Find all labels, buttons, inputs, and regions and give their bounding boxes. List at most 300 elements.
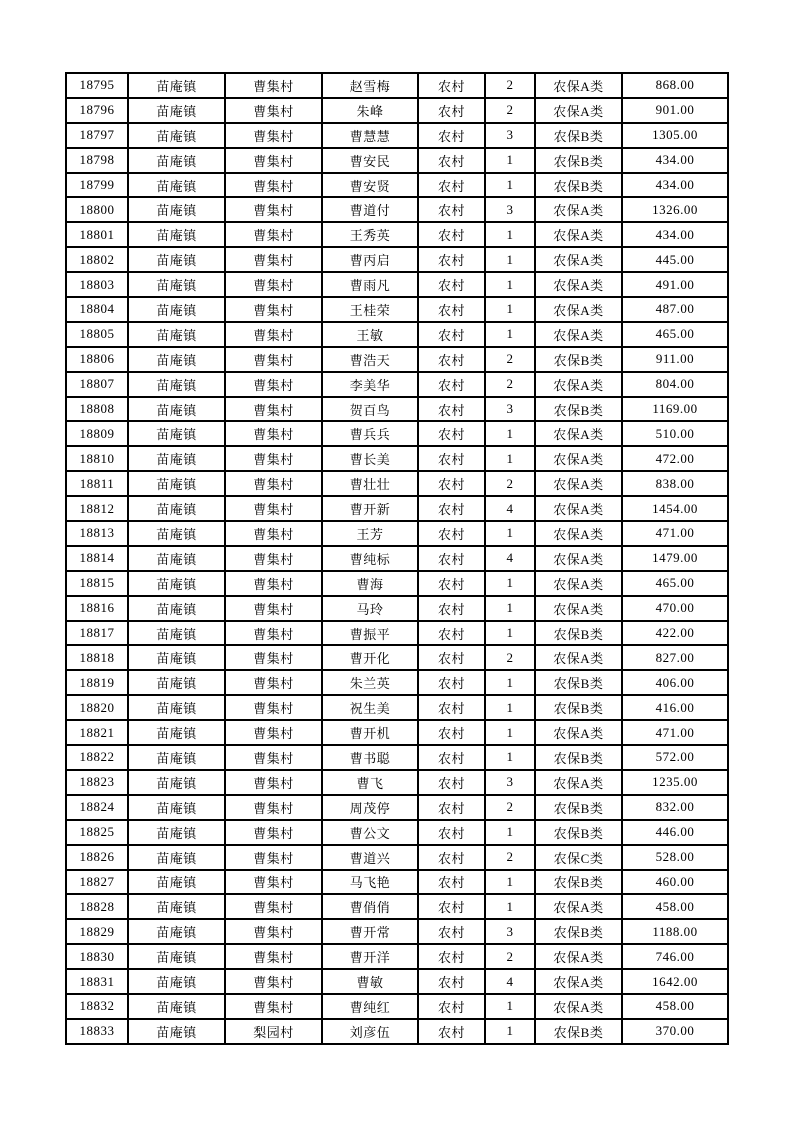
cell-amount: 528.00 [622, 845, 728, 870]
cell-village: 曹集村 [225, 571, 322, 596]
cell-insurance-type: 农保A类 [535, 372, 622, 397]
cell-town: 苗庵镇 [128, 148, 225, 173]
cell-village: 曹集村 [225, 770, 322, 795]
cell-name: 曹兵兵 [322, 421, 418, 446]
cell-village: 曹集村 [225, 720, 322, 745]
cell-insurance-type: 农保A类 [535, 596, 622, 621]
cell-persons: 1 [485, 322, 535, 347]
table-row [66, 197, 728, 222]
cell-persons: 3 [485, 197, 535, 222]
table-row [66, 919, 728, 944]
table-row [66, 795, 728, 820]
cell-persons: 2 [485, 795, 535, 820]
cell-amount: 1326.00 [622, 197, 728, 222]
cell-name: 曹书聪 [322, 745, 418, 770]
cell-persons: 4 [485, 496, 535, 521]
cell-amount: 1305.00 [622, 123, 728, 148]
table-row [66, 496, 728, 521]
table-row [66, 621, 728, 646]
cell-name: 朱峰 [322, 98, 418, 123]
cell-insurance-type: 农保A类 [535, 73, 622, 98]
cell-town: 苗庵镇 [128, 820, 225, 845]
cell-persons: 1 [485, 670, 535, 695]
cell-village: 曹集村 [225, 621, 322, 646]
cell-residence: 农村 [418, 247, 485, 272]
cell-village: 曹集村 [225, 894, 322, 919]
table-row [66, 944, 728, 969]
cell-name: 曹公文 [322, 820, 418, 845]
cell-insurance-type: 农保A类 [535, 247, 622, 272]
cell-residence: 农村 [418, 969, 485, 994]
table-row [66, 894, 728, 919]
cell-town: 苗庵镇 [128, 222, 225, 247]
cell-serial: 18805 [66, 322, 128, 347]
cell-residence: 农村 [418, 272, 485, 297]
cell-amount: 1169.00 [622, 397, 728, 422]
cell-insurance-type: 农保A类 [535, 571, 622, 596]
cell-village: 曹集村 [225, 297, 322, 322]
cell-town: 苗庵镇 [128, 720, 225, 745]
cell-village: 曹集村 [225, 670, 322, 695]
cell-serial: 18829 [66, 919, 128, 944]
cell-residence: 农村 [418, 571, 485, 596]
cell-serial: 18814 [66, 546, 128, 571]
cell-amount: 804.00 [622, 372, 728, 397]
cell-insurance-type: 农保A类 [535, 471, 622, 496]
cell-town: 苗庵镇 [128, 571, 225, 596]
cell-persons: 1 [485, 870, 535, 895]
cell-persons: 1 [485, 1019, 535, 1044]
cell-residence: 农村 [418, 845, 485, 870]
cell-persons: 2 [485, 372, 535, 397]
cell-village: 曹集村 [225, 347, 322, 372]
table-row [66, 148, 728, 173]
cell-persons: 1 [485, 173, 535, 198]
cell-residence: 农村 [418, 421, 485, 446]
cell-residence: 农村 [418, 645, 485, 670]
cell-amount: 458.00 [622, 894, 728, 919]
cell-insurance-type: 农保A类 [535, 272, 622, 297]
cell-residence: 农村 [418, 173, 485, 198]
cell-serial: 18811 [66, 471, 128, 496]
table-row [66, 471, 728, 496]
cell-residence: 农村 [418, 1019, 485, 1044]
cell-serial: 18804 [66, 297, 128, 322]
cell-residence: 农村 [418, 197, 485, 222]
cell-name: 曹开化 [322, 645, 418, 670]
cell-town: 苗庵镇 [128, 645, 225, 670]
cell-amount: 901.00 [622, 98, 728, 123]
cell-name: 曹慧慧 [322, 123, 418, 148]
cell-name: 曹开机 [322, 720, 418, 745]
cell-name: 曹安民 [322, 148, 418, 173]
cell-village: 曹集村 [225, 372, 322, 397]
cell-amount: 472.00 [622, 446, 728, 471]
cell-insurance-type: 农保B类 [535, 745, 622, 770]
cell-persons: 2 [485, 471, 535, 496]
cell-persons: 1 [485, 596, 535, 621]
cell-insurance-type: 农保B类 [535, 820, 622, 845]
cell-name: 曹长美 [322, 446, 418, 471]
cell-town: 苗庵镇 [128, 994, 225, 1019]
cell-name: 曹道付 [322, 197, 418, 222]
cell-village: 曹集村 [225, 944, 322, 969]
cell-name: 曹丙启 [322, 247, 418, 272]
cell-residence: 农村 [418, 820, 485, 845]
table-row [66, 98, 728, 123]
cell-village: 曹集村 [225, 471, 322, 496]
table-row [66, 870, 728, 895]
cell-amount: 911.00 [622, 347, 728, 372]
cell-persons: 1 [485, 695, 535, 720]
cell-amount: 487.00 [622, 297, 728, 322]
cell-village: 曹集村 [225, 247, 322, 272]
cell-name: 王芳 [322, 521, 418, 546]
table-row [66, 73, 728, 98]
cell-persons: 4 [485, 546, 535, 571]
cell-town: 苗庵镇 [128, 446, 225, 471]
cell-serial: 18815 [66, 571, 128, 596]
cell-town: 苗庵镇 [128, 919, 225, 944]
cell-name: 曹道兴 [322, 845, 418, 870]
cell-persons: 1 [485, 297, 535, 322]
cell-name: 王敏 [322, 322, 418, 347]
cell-insurance-type: 农保B类 [535, 148, 622, 173]
cell-serial: 18797 [66, 123, 128, 148]
cell-persons: 1 [485, 621, 535, 646]
cell-village: 曹集村 [225, 272, 322, 297]
cell-serial: 18800 [66, 197, 128, 222]
table-row [66, 1019, 728, 1044]
cell-residence: 农村 [418, 347, 485, 372]
cell-amount: 434.00 [622, 148, 728, 173]
cell-name: 曹雨凡 [322, 272, 418, 297]
cell-persons: 2 [485, 347, 535, 372]
cell-village: 曹集村 [225, 197, 322, 222]
cell-persons: 1 [485, 222, 535, 247]
cell-name: 曹敏 [322, 969, 418, 994]
cell-residence: 农村 [418, 919, 485, 944]
cell-village: 曹集村 [225, 695, 322, 720]
cell-name: 曹安贤 [322, 173, 418, 198]
table-row [66, 695, 728, 720]
cell-name: 曹振平 [322, 621, 418, 646]
table-row [66, 820, 728, 845]
cell-serial: 18831 [66, 969, 128, 994]
cell-residence: 农村 [418, 446, 485, 471]
cell-serial: 18810 [66, 446, 128, 471]
cell-residence: 农村 [418, 372, 485, 397]
cell-village: 梨园村 [225, 1019, 322, 1044]
cell-residence: 农村 [418, 322, 485, 347]
cell-serial: 18822 [66, 745, 128, 770]
cell-insurance-type: 农保B类 [535, 621, 622, 646]
cell-name: 曹开新 [322, 496, 418, 521]
cell-village: 曹集村 [225, 173, 322, 198]
table-row [66, 770, 728, 795]
cell-town: 苗庵镇 [128, 471, 225, 496]
cell-name: 周茂停 [322, 795, 418, 820]
table-row [66, 272, 728, 297]
cell-village: 曹集村 [225, 123, 322, 148]
cell-serial: 18808 [66, 397, 128, 422]
cell-town: 苗庵镇 [128, 521, 225, 546]
cell-serial: 18801 [66, 222, 128, 247]
cell-insurance-type: 农保B类 [535, 870, 622, 895]
cell-village: 曹集村 [225, 745, 322, 770]
cell-amount: 434.00 [622, 222, 728, 247]
cell-amount: 827.00 [622, 645, 728, 670]
cell-town: 苗庵镇 [128, 870, 225, 895]
table-row [66, 123, 728, 148]
cell-serial: 18813 [66, 521, 128, 546]
cell-persons: 2 [485, 845, 535, 870]
cell-serial: 18827 [66, 870, 128, 895]
table-row [66, 645, 728, 670]
cell-persons: 1 [485, 894, 535, 919]
cell-village: 曹集村 [225, 645, 322, 670]
table-row [66, 247, 728, 272]
cell-town: 苗庵镇 [128, 397, 225, 422]
cell-amount: 416.00 [622, 695, 728, 720]
cell-village: 曹集村 [225, 969, 322, 994]
cell-persons: 1 [485, 994, 535, 1019]
cell-town: 苗庵镇 [128, 123, 225, 148]
cell-persons: 1 [485, 272, 535, 297]
cell-amount: 465.00 [622, 322, 728, 347]
table-row [66, 994, 728, 1019]
cell-residence: 农村 [418, 720, 485, 745]
cell-amount: 838.00 [622, 471, 728, 496]
table-row [66, 745, 728, 770]
cell-town: 苗庵镇 [128, 695, 225, 720]
cell-insurance-type: 农保A类 [535, 521, 622, 546]
cell-serial: 18816 [66, 596, 128, 621]
cell-serial: 18817 [66, 621, 128, 646]
cell-town: 苗庵镇 [128, 496, 225, 521]
cell-persons: 3 [485, 123, 535, 148]
cell-name: 马玲 [322, 596, 418, 621]
cell-insurance-type: 农保C类 [535, 845, 622, 870]
cell-amount: 465.00 [622, 571, 728, 596]
cell-insurance-type: 农保A类 [535, 969, 622, 994]
cell-insurance-type: 农保B类 [535, 397, 622, 422]
table-row [66, 845, 728, 870]
cell-name: 王秀英 [322, 222, 418, 247]
cell-amount: 491.00 [622, 272, 728, 297]
cell-insurance-type: 农保A类 [535, 421, 622, 446]
cell-persons: 3 [485, 919, 535, 944]
cell-name: 马飞艳 [322, 870, 418, 895]
cell-serial: 18798 [66, 148, 128, 173]
cell-name: 曹开常 [322, 919, 418, 944]
cell-town: 苗庵镇 [128, 73, 225, 98]
cell-amount: 471.00 [622, 521, 728, 546]
cell-serial: 18830 [66, 944, 128, 969]
cell-residence: 农村 [418, 770, 485, 795]
cell-insurance-type: 农保A类 [535, 944, 622, 969]
cell-serial: 18824 [66, 795, 128, 820]
cell-amount: 370.00 [622, 1019, 728, 1044]
cell-town: 苗庵镇 [128, 322, 225, 347]
cell-serial: 18809 [66, 421, 128, 446]
cell-serial: 18802 [66, 247, 128, 272]
table-row [66, 372, 728, 397]
cell-persons: 1 [485, 820, 535, 845]
cell-name: 曹海 [322, 571, 418, 596]
cell-town: 苗庵镇 [128, 546, 225, 571]
cell-town: 苗庵镇 [128, 197, 225, 222]
cell-amount: 406.00 [622, 670, 728, 695]
cell-amount: 1454.00 [622, 496, 728, 521]
cell-residence: 农村 [418, 795, 485, 820]
table-row [66, 222, 728, 247]
cell-town: 苗庵镇 [128, 421, 225, 446]
cell-insurance-type: 农保B类 [535, 795, 622, 820]
table-row [66, 670, 728, 695]
cell-serial: 18821 [66, 720, 128, 745]
cell-village: 曹集村 [225, 919, 322, 944]
cell-name: 曹纯标 [322, 546, 418, 571]
cell-village: 曹集村 [225, 994, 322, 1019]
cell-amount: 445.00 [622, 247, 728, 272]
cell-residence: 农村 [418, 994, 485, 1019]
cell-serial: 18799 [66, 173, 128, 198]
cell-serial: 18795 [66, 73, 128, 98]
cell-name: 曹壮壮 [322, 471, 418, 496]
cell-insurance-type: 农保A类 [535, 770, 622, 795]
cell-town: 苗庵镇 [128, 670, 225, 695]
cell-insurance-type: 农保A类 [535, 894, 622, 919]
cell-serial: 18820 [66, 695, 128, 720]
cell-amount: 572.00 [622, 745, 728, 770]
cell-insurance-type: 农保B类 [535, 919, 622, 944]
cell-residence: 农村 [418, 870, 485, 895]
cell-residence: 农村 [418, 546, 485, 571]
cell-persons: 1 [485, 421, 535, 446]
cell-serial: 18818 [66, 645, 128, 670]
cell-persons: 2 [485, 73, 535, 98]
cell-amount: 510.00 [622, 421, 728, 446]
cell-insurance-type: 农保A类 [535, 446, 622, 471]
cell-residence: 农村 [418, 222, 485, 247]
cell-name: 刘彦伍 [322, 1019, 418, 1044]
table-row [66, 571, 728, 596]
table-row [66, 596, 728, 621]
cell-amount: 434.00 [622, 173, 728, 198]
cell-insurance-type: 农保A类 [535, 222, 622, 247]
cell-amount: 446.00 [622, 820, 728, 845]
table-row [66, 173, 728, 198]
cell-village: 曹集村 [225, 795, 322, 820]
cell-residence: 农村 [418, 471, 485, 496]
cell-village: 曹集村 [225, 820, 322, 845]
cell-town: 苗庵镇 [128, 969, 225, 994]
cell-name: 曹浩天 [322, 347, 418, 372]
table-row [66, 297, 728, 322]
table-row [66, 347, 728, 372]
cell-name: 李美华 [322, 372, 418, 397]
cell-town: 苗庵镇 [128, 297, 225, 322]
records-table [65, 72, 729, 1045]
cell-persons: 1 [485, 148, 535, 173]
cell-name: 赵雪梅 [322, 73, 418, 98]
cell-name: 朱兰英 [322, 670, 418, 695]
cell-village: 曹集村 [225, 870, 322, 895]
cell-residence: 农村 [418, 695, 485, 720]
cell-town: 苗庵镇 [128, 372, 225, 397]
cell-name: 曹俏俏 [322, 894, 418, 919]
cell-persons: 1 [485, 745, 535, 770]
cell-amount: 868.00 [622, 73, 728, 98]
cell-village: 曹集村 [225, 421, 322, 446]
cell-village: 曹集村 [225, 98, 322, 123]
table-row [66, 322, 728, 347]
cell-residence: 农村 [418, 148, 485, 173]
cell-persons: 3 [485, 770, 535, 795]
cell-insurance-type: 农保B类 [535, 1019, 622, 1044]
table-row [66, 521, 728, 546]
cell-amount: 422.00 [622, 621, 728, 646]
cell-residence: 农村 [418, 496, 485, 521]
cell-serial: 18819 [66, 670, 128, 695]
cell-serial: 18812 [66, 496, 128, 521]
cell-insurance-type: 农保B类 [535, 123, 622, 148]
cell-town: 苗庵镇 [128, 944, 225, 969]
cell-village: 曹集村 [225, 73, 322, 98]
cell-residence: 农村 [418, 397, 485, 422]
table-row [66, 969, 728, 994]
cell-village: 曹集村 [225, 496, 322, 521]
cell-amount: 470.00 [622, 596, 728, 621]
cell-residence: 农村 [418, 123, 485, 148]
cell-persons: 4 [485, 969, 535, 994]
cell-name: 贺百鸟 [322, 397, 418, 422]
cell-persons: 1 [485, 521, 535, 546]
cell-amount: 1188.00 [622, 919, 728, 944]
cell-village: 曹集村 [225, 546, 322, 571]
cell-town: 苗庵镇 [128, 845, 225, 870]
cell-persons: 1 [485, 720, 535, 745]
cell-town: 苗庵镇 [128, 596, 225, 621]
cell-town: 苗庵镇 [128, 770, 225, 795]
cell-insurance-type: 农保A类 [535, 546, 622, 571]
cell-serial: 18803 [66, 272, 128, 297]
cell-serial: 18823 [66, 770, 128, 795]
cell-persons: 2 [485, 944, 535, 969]
cell-residence: 农村 [418, 745, 485, 770]
cell-insurance-type: 农保A类 [535, 645, 622, 670]
cell-town: 苗庵镇 [128, 745, 225, 770]
cell-town: 苗庵镇 [128, 621, 225, 646]
cell-town: 苗庵镇 [128, 247, 225, 272]
cell-residence: 农村 [418, 670, 485, 695]
cell-serial: 18832 [66, 994, 128, 1019]
table-row [66, 446, 728, 471]
cell-name: 王桂荣 [322, 297, 418, 322]
cell-insurance-type: 农保B类 [535, 695, 622, 720]
cell-residence: 农村 [418, 521, 485, 546]
table-row [66, 720, 728, 745]
cell-persons: 1 [485, 571, 535, 596]
cell-persons: 1 [485, 247, 535, 272]
cell-town: 苗庵镇 [128, 98, 225, 123]
cell-amount: 458.00 [622, 994, 728, 1019]
cell-name: 祝生美 [322, 695, 418, 720]
cell-village: 曹集村 [225, 148, 322, 173]
cell-serial: 18825 [66, 820, 128, 845]
cell-amount: 471.00 [622, 720, 728, 745]
